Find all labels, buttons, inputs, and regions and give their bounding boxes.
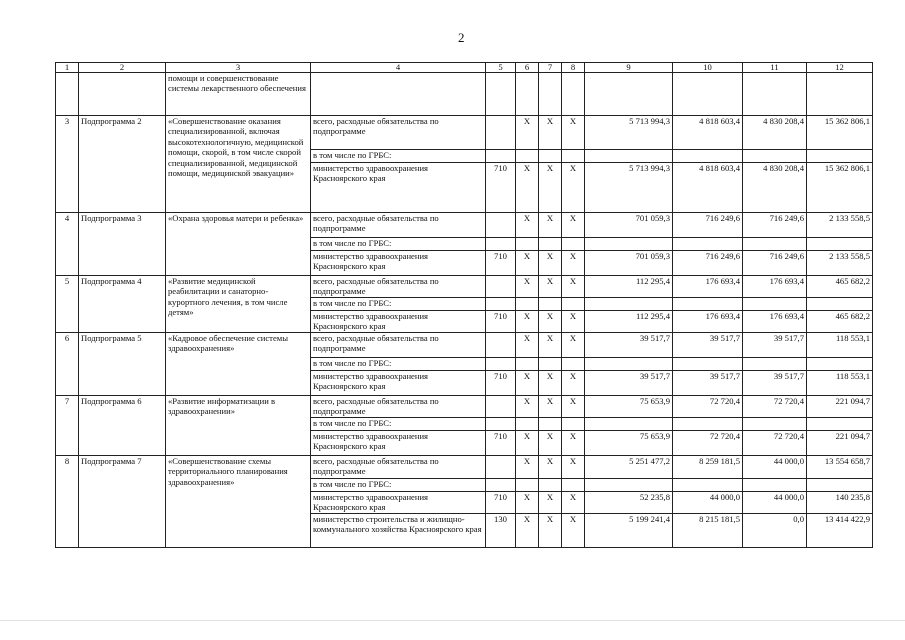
empty-cell [743,479,807,492]
x-mark: Х [562,371,585,396]
code-cell [486,333,516,358]
col-header: 6 [516,63,539,73]
row-number: 7 [56,396,79,456]
budget-table [55,62,873,548]
x-mark: Х [539,431,562,456]
amount-cell: 716 249,6 [673,251,743,276]
expense-type: всего, расходные обязательства по подпрограмме [311,116,486,150]
empty-cell [585,298,673,311]
x-mark: Х [562,163,585,213]
amount-cell: 8 215 181,5 [673,514,743,548]
grbs-code: 710 [486,251,516,276]
empty-cell [673,358,743,371]
x-mark: Х [539,492,562,514]
amount-cell: 112 295,4 [585,311,673,333]
x-mark: Х [562,311,585,333]
table-row [56,456,873,479]
expense-type: в том числе по ГРБС: [311,238,486,251]
col-header: 11 [743,63,807,73]
grbs-name: министерство здравоохранения Красноярского края [311,431,486,456]
expense-type: в том числе по ГРБС: [311,418,486,431]
x-mark: Х [516,163,539,213]
empty-cell [516,150,539,163]
empty-cell [673,150,743,163]
empty-cell [539,150,562,163]
amount-cell: 44 000,0 [673,492,743,514]
row-number: 3 [56,116,79,213]
empty-cell [486,238,516,251]
amount-cell: 5 713 994,3 [585,163,673,213]
empty-cell [807,418,873,431]
table-row [56,116,873,150]
empty-cell [807,298,873,311]
grbs-name: министерство здравоохранения Красноярского края [311,311,486,333]
amount-cell: 465 682,2 [807,311,873,333]
empty-cell [539,238,562,251]
table-row-continued [56,73,873,116]
amount-cell: 5 713 994,3 [585,116,673,150]
row-number: 6 [56,333,79,396]
amount-cell: 716 249,6 [673,213,743,238]
amount-cell: 5 199 241,4 [585,514,673,548]
expense-type: в том числе по ГРБС: [311,298,486,311]
empty-cell [807,238,873,251]
x-mark: Х [539,213,562,238]
amount-cell: 39 517,7 [743,371,807,396]
col-header: 3 [166,63,311,73]
table-row [56,213,873,238]
expense-type: всего, расходные обязательства по подпрограмме [311,213,486,238]
amount-cell: 13 414 422,9 [807,514,873,548]
amount-cell: 75 653,9 [585,431,673,456]
x-mark: Х [516,514,539,548]
empty-cell [562,298,585,311]
col-header: 9 [585,63,673,73]
empty-cell [486,418,516,431]
subprogram-label: Подпрограмма 5 [79,333,166,396]
x-mark: Х [516,431,539,456]
x-mark: Х [562,514,585,548]
subprogram-label: Подпрограмма 2 [79,116,166,213]
x-mark: Х [539,396,562,418]
grbs-code: 710 [486,311,516,333]
grbs-code: 710 [486,163,516,213]
x-mark: Х [516,396,539,418]
table-row [56,333,873,358]
x-mark: Х [516,456,539,479]
x-mark: Х [516,276,539,298]
x-mark: Х [516,251,539,276]
x-mark: Х [562,251,585,276]
empty-cell [585,358,673,371]
row-number: 4 [56,213,79,276]
grbs-name: министерство здравоохранения Красноярского края [311,251,486,276]
amount-cell: 2 133 558,5 [807,251,873,276]
amount-cell: 4 830 208,4 [743,163,807,213]
grbs-code: 130 [486,514,516,548]
empty-cell [585,150,673,163]
x-mark: Х [516,311,539,333]
empty-cell [516,418,539,431]
amount-cell: 716 249,6 [743,251,807,276]
x-mark: Х [516,116,539,150]
expense-type: всего, расходные обязательства по подпрограмме [311,276,486,298]
x-mark: Х [562,456,585,479]
empty-cell [516,358,539,371]
empty-cell [585,238,673,251]
empty-cell [807,150,873,163]
subprogram-name: «Развитие информатизации в здравоохранении» [166,396,311,456]
amount-cell: 716 249,6 [743,213,807,238]
col-header: 2 [79,63,166,73]
amount-cell: 4 818 603,4 [673,116,743,150]
empty-cell [562,358,585,371]
amount-cell: 44 000,0 [743,456,807,479]
subprogram-name: «Кадровое обеспечение системы здравоохранения» [166,333,311,396]
header-row [56,63,873,73]
empty-cell [743,150,807,163]
program-name-continued: помощи и совершенствование системы лекарственного обеспечения [166,73,311,116]
empty-cell [562,150,585,163]
empty-cell [585,479,673,492]
grbs-name: министерство здравоохранения Красноярского края [311,492,486,514]
x-mark: Х [539,251,562,276]
empty-cell [807,479,873,492]
expense-type: всего, расходные обязательства по подпрограмме [311,396,486,418]
amount-cell: 8 259 181,5 [673,456,743,479]
scan-artifact [0,620,905,621]
subprogram-label: Подпрограмма 4 [79,276,166,333]
empty-cell [516,298,539,311]
empty-cell [673,238,743,251]
x-mark: Х [562,396,585,418]
amount-cell: 176 693,4 [743,311,807,333]
amount-cell: 72 720,4 [743,396,807,418]
amount-cell: 221 094,7 [807,431,873,456]
code-cell [486,456,516,479]
empty-cell [673,418,743,431]
x-mark: Х [539,116,562,150]
col-header: 8 [562,63,585,73]
x-mark: Х [562,431,585,456]
amount-cell: 5 251 477,2 [585,456,673,479]
x-mark: Х [562,276,585,298]
x-mark: Х [539,371,562,396]
expense-type: в том числе по ГРБС: [311,358,486,371]
col-header: 12 [807,63,873,73]
amount-cell: 701 059,3 [585,213,673,238]
amount-cell: 44 000,0 [743,492,807,514]
empty-cell [743,298,807,311]
expense-type: в том числе по ГРБС: [311,150,486,163]
subprogram-name: «Совершенствование схемы территориального планирования здравоохранения» [166,456,311,548]
subprogram-name: «Развитие медицинской реабилитации и санаторно-курортного лечения, в том числе детям» [166,276,311,333]
empty-cell [486,298,516,311]
subprogram-label: Подпрограмма 6 [79,396,166,456]
grbs-name: министерство строительства и жилищно-коммунального хозяйства Красноярского края [311,514,486,548]
amount-cell: 13 554 658,7 [807,456,873,479]
empty-cell [585,418,673,431]
code-cell [486,276,516,298]
amount-cell: 0,0 [743,514,807,548]
empty-cell [539,358,562,371]
expense-type: всего, расходные обязательства по подпрограмме [311,456,486,479]
amount-cell: 72 720,4 [673,431,743,456]
row-number: 8 [56,456,79,548]
code-cell [486,396,516,418]
grbs-code: 710 [486,431,516,456]
empty-cell [486,150,516,163]
col-header: 4 [311,63,486,73]
amount-cell: 72 720,4 [743,431,807,456]
amount-cell: 176 693,4 [673,276,743,298]
amount-cell: 2 133 558,5 [807,213,873,238]
amount-cell: 15 362 806,1 [807,163,873,213]
table-row [56,276,873,298]
col-header: 10 [673,63,743,73]
empty-cell [516,238,539,251]
subprogram-label: Подпрограмма 3 [79,213,166,276]
x-mark: Х [562,213,585,238]
empty-cell [486,479,516,492]
col-header: 7 [539,63,562,73]
empty-cell [486,358,516,371]
amount-cell: 701 059,3 [585,251,673,276]
amount-cell: 39 517,7 [585,333,673,358]
amount-cell: 15 362 806,1 [807,116,873,150]
row-number: 5 [56,276,79,333]
x-mark: Х [562,333,585,358]
empty-cell [539,479,562,492]
subprogram-name: «Охрана здоровья матери и ребенка» [166,213,311,276]
x-mark: Х [539,456,562,479]
grbs-name: министерство здравоохранения Красноярского края [311,163,486,213]
amount-cell: 75 653,9 [585,396,673,418]
x-mark: Х [539,514,562,548]
x-mark: Х [562,492,585,514]
x-mark: Х [539,163,562,213]
empty-cell [807,358,873,371]
x-mark: Х [516,371,539,396]
amount-cell: 112 295,4 [585,276,673,298]
subprogram-label: Подпрограмма 7 [79,456,166,548]
expense-type: всего, расходные обязательства по подпрограмме [311,333,486,358]
grbs-code: 710 [486,492,516,514]
expense-type: в том числе по ГРБС: [311,479,486,492]
table-row [56,396,873,418]
amount-cell: 39 517,7 [673,333,743,358]
amount-cell: 4 830 208,4 [743,116,807,150]
amount-cell: 118 553,1 [807,371,873,396]
empty-cell [743,358,807,371]
amount-cell: 72 720,4 [673,396,743,418]
empty-cell [743,418,807,431]
x-mark: Х [516,213,539,238]
empty-cell [562,418,585,431]
amount-cell: 465 682,2 [807,276,873,298]
amount-cell: 118 553,1 [807,333,873,358]
grbs-code: 710 [486,371,516,396]
grbs-name: министерство здравоохранения Красноярского края [311,371,486,396]
code-cell [486,116,516,150]
subprogram-name: «Совершенствование оказания специализированной, включая высокотехнологичную, медицинской помощи, скорой, в том числе скорой специализированной, медицинской помощи, медицинской эвакуации» [166,116,311,213]
empty-cell [562,479,585,492]
x-mark: Х [562,116,585,150]
x-mark: Х [539,276,562,298]
amount-cell: 39 517,7 [673,371,743,396]
amount-cell: 221 094,7 [807,396,873,418]
amount-cell: 176 693,4 [673,311,743,333]
x-mark: Х [539,333,562,358]
empty-cell [562,238,585,251]
x-mark: Х [516,492,539,514]
empty-cell [516,479,539,492]
empty-cell [743,238,807,251]
page-number: 2 [458,30,465,45]
amount-cell: 140 235,8 [807,492,873,514]
empty-cell [673,298,743,311]
x-mark: Х [539,311,562,333]
col-header: 5 [486,63,516,73]
amount-cell: 52 235,8 [585,492,673,514]
amount-cell: 39 517,7 [743,333,807,358]
x-mark: Х [516,333,539,358]
code-cell [486,213,516,238]
empty-cell [673,479,743,492]
empty-cell [539,418,562,431]
amount-cell: 39 517,7 [585,371,673,396]
col-header: 1 [56,63,79,73]
amount-cell: 4 818 603,4 [673,163,743,213]
empty-cell [539,298,562,311]
amount-cell: 176 693,4 [743,276,807,298]
